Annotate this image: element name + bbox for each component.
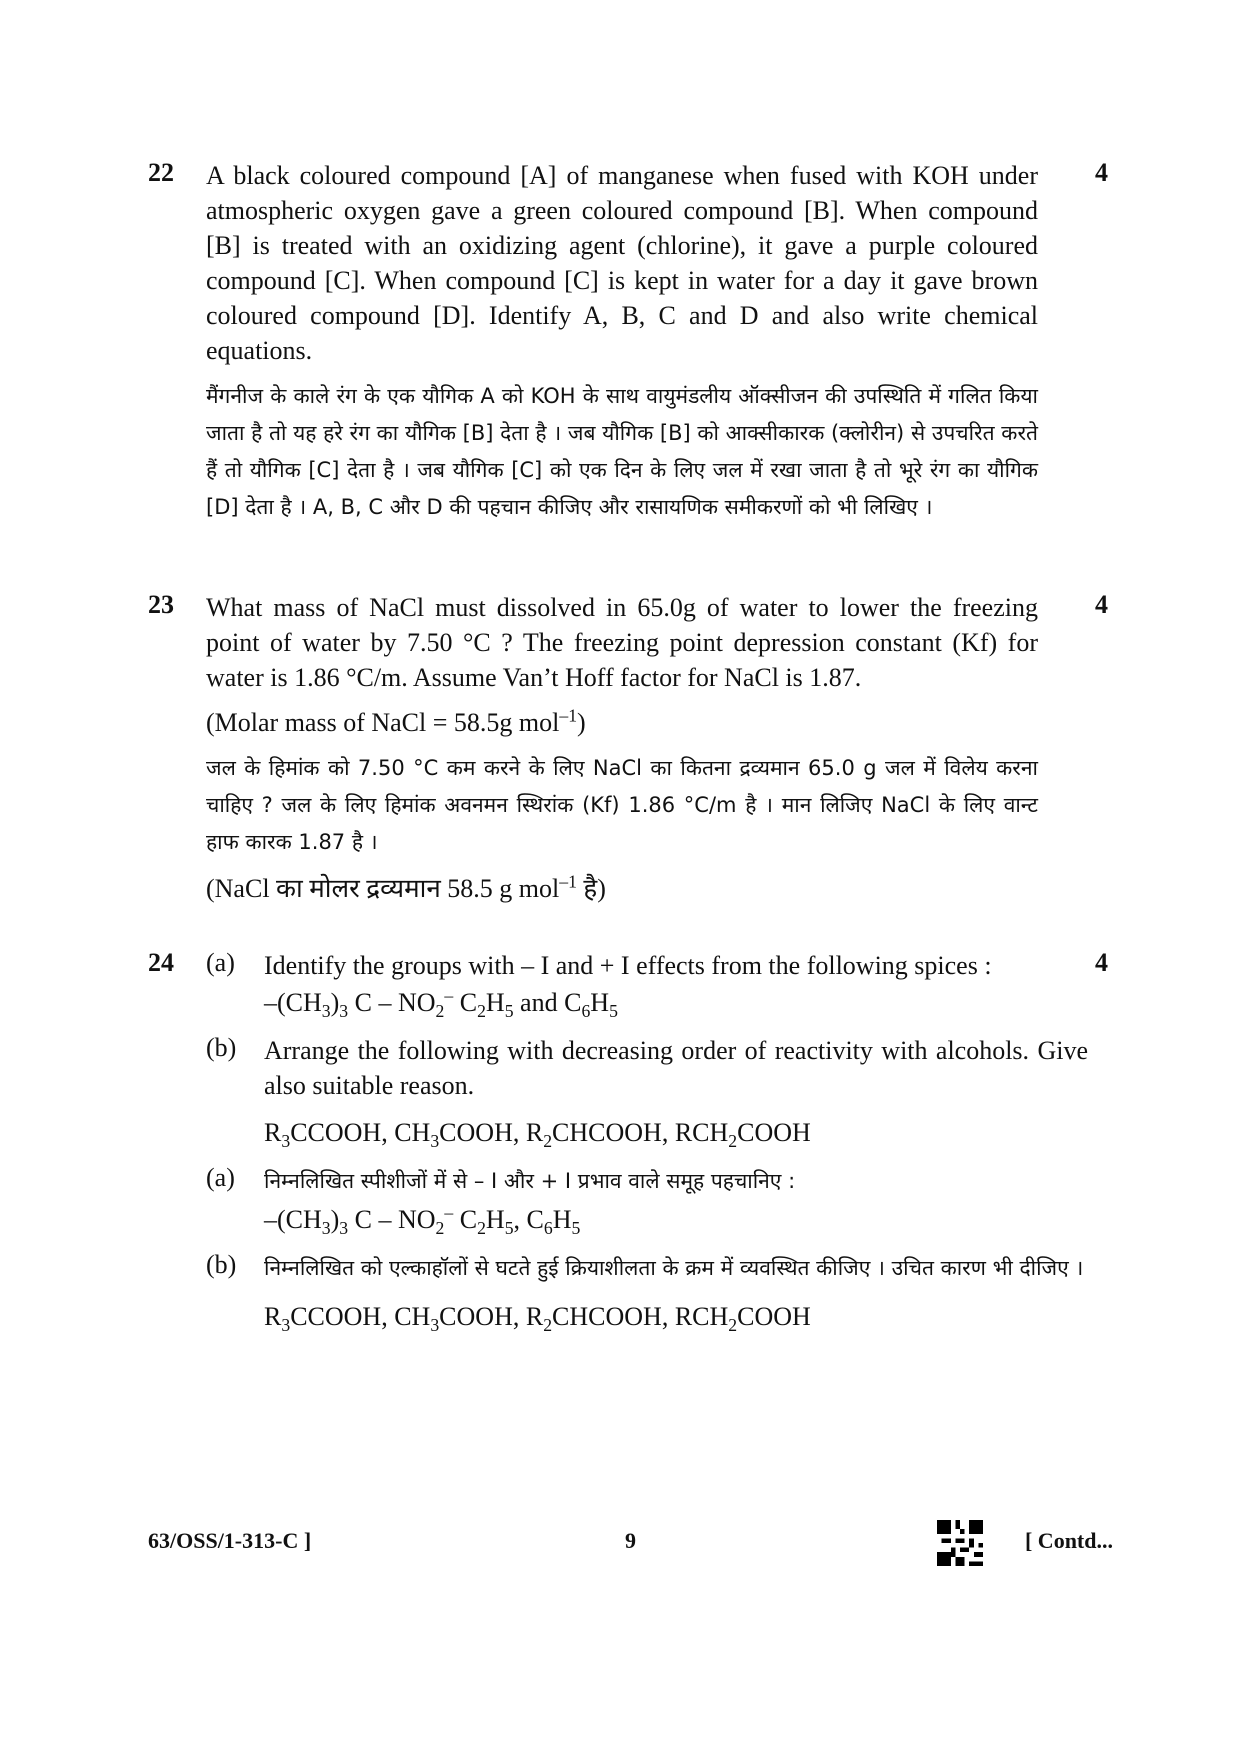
question-22	[148, 158, 1108, 526]
molar-mass-english: (Molar mass of NaCl = 58.5g mol$^{-1}$)	[206, 705, 586, 737]
question-text-english: What mass of NaCl must dissolved in 65.0g of water to lower the freezing point of water by 7.50 °C ? The freezing point depression constant (Kf) for water is 1.86 °C/m. Assume Van’t Hoff factor for NaCl is 1.87.	[206, 593, 1038, 692]
question-marks: 4	[1095, 158, 1108, 187]
question-marks: 4	[1095, 948, 1108, 977]
question-number: 24	[148, 948, 174, 977]
part-a-english: (a) Identify the groups with – I and + I effects from the following spices : $-(CH_3)_3$ C – $NO_2^-$ $C_2H_5$ and $C_6H_5$	[206, 948, 1088, 1023]
page-number: 9	[625, 1528, 636, 1553]
question-number: 22	[148, 158, 174, 187]
part-b-english: (b) Arrange the following with decreasing order of reactivity with alcohols. Give also suitable reason. $R_3CCOOH$, $CH_3COOH$, $R_2CHCOOH$, $RCH_2COOH$	[206, 1033, 1088, 1152]
species-formula-english: $-(CH_3)_3$ C – $NO_2^-$ $C_2H_5$ and $C_6H_5$	[264, 985, 618, 1022]
question-text-english: A black coloured compound [A] of manganese when fused with KOH under atmospheric oxygen gave a green coloured compound [B]. When compound [B] is treated with an oxidizing agent (chlorine), it gave a purple coloured compound [C]. When compound [C] is kept in water for a day it gave brown coloured compound [D]. Identify A, B, C and D and also write chemical equations.	[206, 161, 1038, 365]
question-23	[148, 590, 1108, 906]
acids-formula-hindi: $R_3CCOOH$, $CH_3COOH$, $R_2CHCOOH$, $RCH_2COOH$	[264, 1302, 811, 1336]
part-b-hindi: (b) निम्नलिखित को एल्काहॉलों से घटते हुई क्रियाशीलता के क्रम में व्यवस्थित कीजिए । उचित कारण भी दीजिए । $R_3CCOOH$, $CH_3COOH$, $R_2CHCOOH$, $RCH_2COOH$	[206, 1250, 1088, 1337]
question-24	[148, 948, 1108, 1337]
question-number: 23	[148, 590, 174, 619]
question-text-hindi: मैंगनीज के काले रंग के एक यौगिक A को KOH के साथ वायुमंडलीय ऑक्सीजन की उपस्थिति में गलित किया जाता है तो यह हरे रंग का यौगिक [B] देता है । जब यौगिक [B] को आक्सीकारक (क्लोरीन) से उपचरित करते हैं तो यौगिक [C] देता है । जब यौगिक [C] को एक दिन के लिए जल में रखा जाता है तो भूरे रंग का यौगिक [D] देता है । A, B, C और D की पहचान कीजिए और रासायणिक समीकरणों को भी लिखिए ।	[206, 384, 1038, 519]
question-text-hindi: जल के हिमांक को 7.50 °C कम करने के लिए NaCl का कितना द्रव्यमान 65.0 g जल में विलेय करना चाहिए ? जल के लिए हिमांक अवनमन स्थिरांक (Kf) 1.86 °C/m है । मान लिजिए NaCl के लिए वान्ट हाफ कारक 1.87 है ।	[206, 756, 1038, 854]
part-a-hindi: (a) निम्नलिखित स्पीशीजों में से – I और + I प्रभाव वाले समूह पहचानिए : $-(CH_3)_3$ C – $NO_2^-$ $C_2H_5$, $C_6H_5$	[206, 1163, 1088, 1240]
molar-mass-hindi: (NaCl का मोलर द्रव्यमान 58.5 g mol$^{-1}$ है)	[206, 871, 606, 903]
continued-label: [ Contd...	[1024, 1528, 1113, 1553]
question-marks: 4	[1095, 590, 1108, 619]
page-footer	[148, 1528, 1113, 1578]
acids-formula-english: $R_3CCOOH$, $CH_3COOH$, $R_2CHCOOH$, $RCH_2COOH$	[264, 1118, 811, 1152]
qr-code-icon	[937, 1520, 983, 1566]
paper-code: 63/OSS/1-313-C ]	[148, 1528, 312, 1553]
species-formula-hindi: $-(CH_3)_3$ C – $NO_2^-$ $C_2H_5$, $C_6H_5$	[264, 1202, 581, 1239]
